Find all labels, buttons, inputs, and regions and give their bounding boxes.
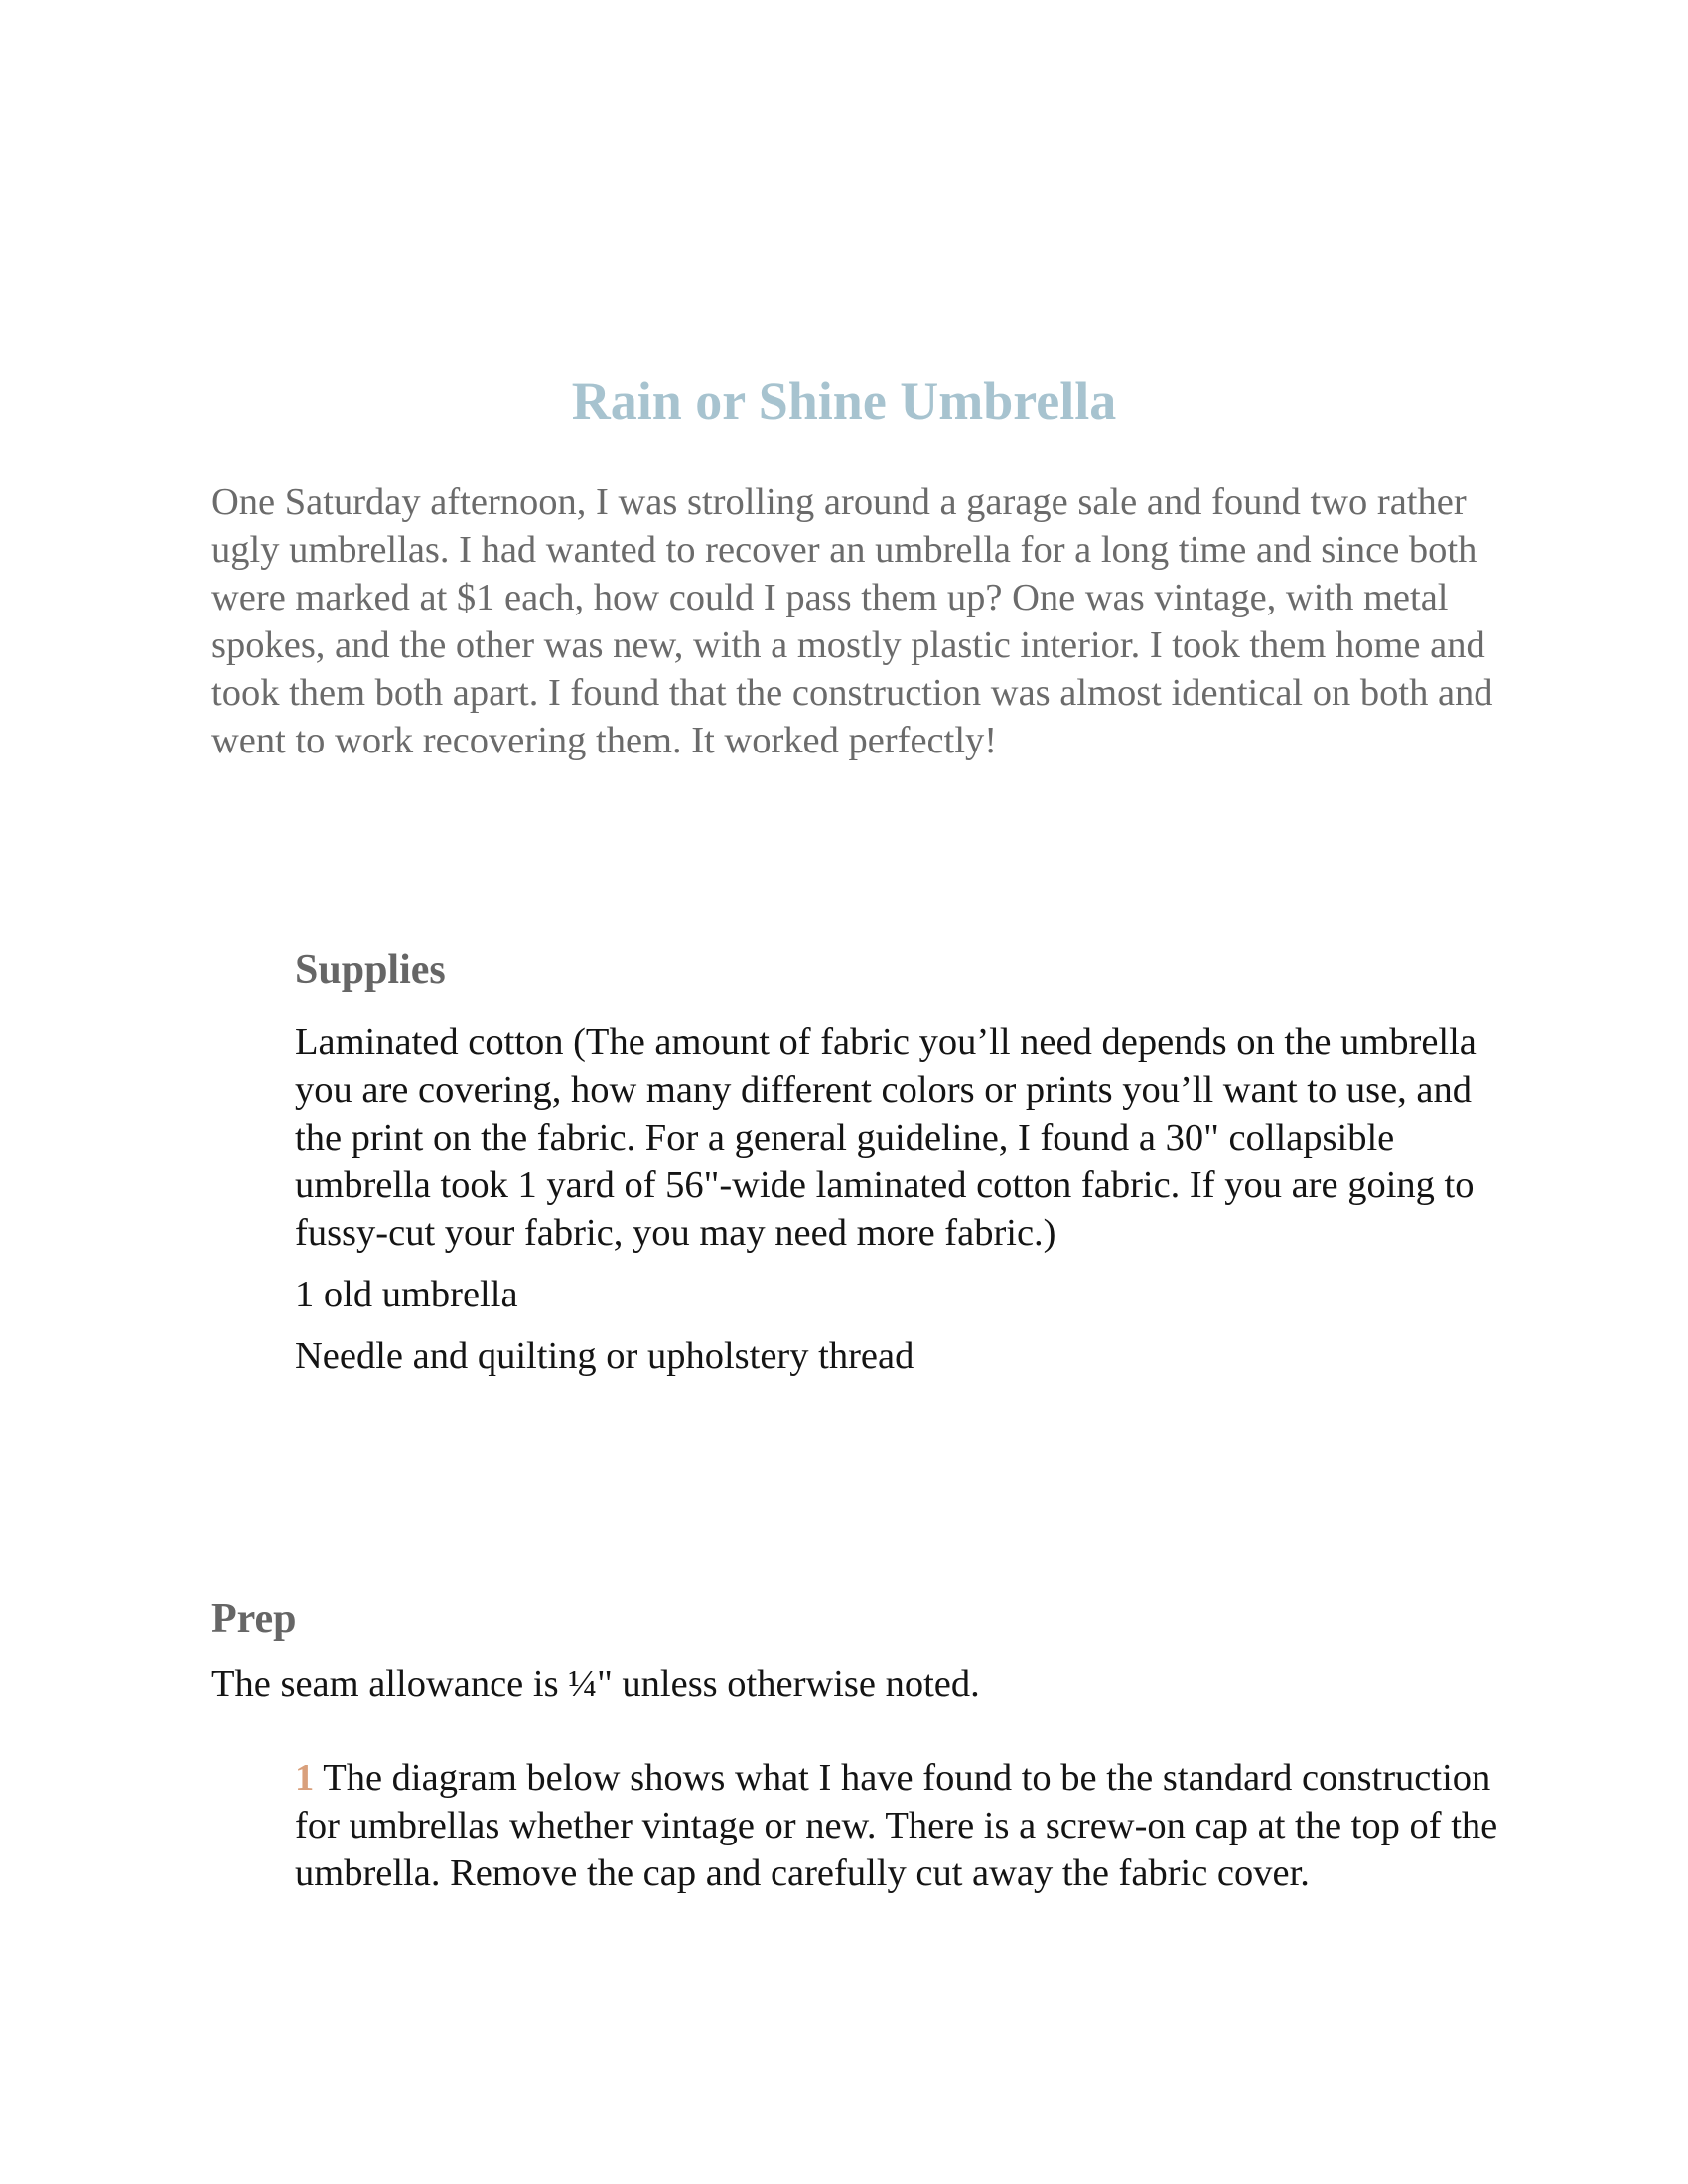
supplies-list [295,1019,1516,1394]
seam-allowance-note: The seam allowance is ¼" unless otherwise noted. [211,1663,980,1705]
step-number: 1 [295,1757,315,1799]
intro-paragraph: One Saturday afternoon, I was strolling around a garage sale and found two rather ugly umbrellas. I had wanted to recover an umbrella for a long time and since both were marked at $1 each, how could I pass them up? One was vintage, with metal spokes, and the other was new, with a mostly plastic interior. I took them home and took them both apart. I found that the construction was almost identical on both and went to work recovering them. It worked perfectly! [211,481,1493,761]
supply-item-old-umbrella: 1 old umbrella [295,1274,518,1315]
prep-step-1 [295,1754,1516,1897]
supply-item-laminated-cotton: Laminated cotton (The amount of fabric you’ll need depends on the umbrella you are covering, how many different colors or prints you’ll want to use, and the print on the fabric. For a general guideline, I found a 30" collapsible umbrella took 1 yard of 56"-wide laminated cotton fabric. If you are going to fussy-cut your fabric, you may need more fabric.) [295,1022,1477,1254]
supply-item-needle-thread: Needle and quilting or upholstery thread [295,1335,914,1377]
page-title: Rain or Shine Umbrella [571,371,1117,431]
prep-heading: Prep [211,1596,297,1642]
step-text: The diagram below shows what I have found to be the standard construction for umbrellas whether vintage or new. There is a screw-on cap at the top of the umbrella. Remove the cap and carefully cut away the fabric cover. [295,1757,1498,1894]
supplies-heading: Supplies [295,947,446,993]
